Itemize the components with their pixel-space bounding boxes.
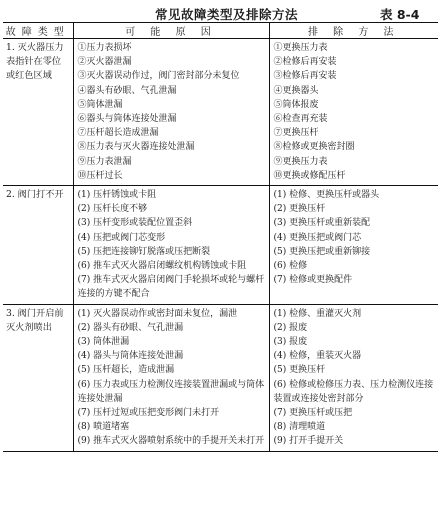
- remedy-item: (4) 更换压把或阀门芯: [273, 232, 362, 243]
- remedies-cell: [269, 304, 438, 451]
- remedy-item: (6) 检修: [273, 261, 308, 272]
- cause-item: (1) 灭火器误动作或密封面未复位，漏泄: [77, 308, 238, 319]
- causes-cell: [73, 39, 269, 186]
- cause-item: ⑧压力表与灭火器连接处泄漏: [77, 142, 195, 153]
- cause-item: ⑦压杆超长造成泄漏: [77, 128, 159, 139]
- cause-item: (7) 压杆过短或压把变形阀门未打开: [77, 408, 220, 419]
- remedy-item: ②检修后再安装: [273, 57, 337, 68]
- remedy-item: (1) 检修、重灌灭火剂: [273, 308, 362, 319]
- remedy-item: (7) 更换压杆或压把: [273, 408, 353, 419]
- cause-item: ⑥器头与筒体连接处泄漏: [77, 114, 177, 125]
- cause-item: (1) 压杆锈蚀或卡阻: [77, 190, 157, 201]
- remedy-item: (8) 清理喷道: [273, 422, 326, 433]
- cause-item: ⑨压力表泄漏: [77, 156, 132, 167]
- remedy-item: ⑤筒体报废: [273, 99, 319, 110]
- remedy-item: (1) 检修、更换压杆或器头: [273, 190, 380, 201]
- remedy-item: (2) 更换压杆: [273, 204, 326, 215]
- cause-item: (9) 推车式灭火器喷射系统中的手提开关未打开: [77, 436, 265, 447]
- remedy-item: ③检修后再安装: [273, 71, 337, 82]
- cause-item: ⑤筒体泄漏: [77, 99, 123, 110]
- table-header-row: [3, 23, 438, 39]
- remedies-cell: [269, 39, 438, 186]
- remedy-item: (9) 打开手提开关: [273, 436, 344, 447]
- cause-item: ③灭火器误动作过，阀门密封部分未复位: [77, 71, 240, 82]
- remedy-item: (6) 检修或检修压力表、压力检测仪连接装置或连接处密封部分: [273, 379, 434, 404]
- fault-table: [3, 22, 438, 452]
- cause-item: (2) 器头有砂眼、气孔泄漏: [77, 322, 184, 333]
- fault-type-cell: 1. 灭火器压力表指针在零位或红色区域: [3, 39, 73, 186]
- remedies-cell: [269, 186, 438, 305]
- table-row: [3, 39, 438, 186]
- cause-item: (6) 压力表或压力检测仪连接装置泄漏或与筒体连接处泄漏: [77, 379, 265, 404]
- table-number: 表 8-4: [380, 7, 420, 22]
- header-fault-type: 故障类型: [3, 23, 73, 39]
- cause-item: (3) 筒体泄漏: [77, 337, 130, 348]
- cause-item: (7) 推车式灭火器启闭阀门手轮损坏或轮与螺杆连接的方键不配合: [77, 275, 265, 300]
- remedy-item: ①更换压力表: [273, 43, 328, 53]
- cause-item: (6) 推车式灭火器启闭螺纹机构锈蚀或卡阻: [77, 261, 247, 272]
- remedy-item: (3) 更换压杆或重新装配: [273, 218, 371, 229]
- remedy-item: ④更换器头: [273, 85, 319, 96]
- remedy-item: ⑨更换压力表: [273, 156, 328, 167]
- remedy-item: (2) 报废: [273, 322, 308, 333]
- fault-type-cell: 3. 阀门开启前灭火剂喷出: [3, 304, 73, 451]
- cause-item: ②灭火器泄漏: [77, 57, 132, 68]
- table-title: 常见故障类型及排除方法: [155, 7, 299, 22]
- fault-type-cell: 2. 阀门打不开: [3, 186, 73, 305]
- cause-item: (2) 压杆长度不够: [77, 204, 148, 215]
- remedy-item: (3) 报废: [273, 337, 308, 348]
- causes-cell: [73, 304, 269, 451]
- remedy-item: ⑧检修或更换密封圈: [273, 142, 355, 153]
- cause-item: (4) 压把或阀门芯变形: [77, 232, 166, 243]
- cause-item: (4) 器头与筒体连接处泄漏: [77, 351, 184, 362]
- remedy-item: (7) 检修或更换配件: [273, 275, 353, 286]
- header-remedies: 排 除 方 法: [269, 23, 438, 39]
- remedy-item: ⑦更换压杆: [273, 128, 319, 139]
- remedy-item: (4) 检修，重装灭火器: [273, 351, 362, 362]
- cause-item: (5) 压杆超长，造成泄漏: [77, 365, 175, 376]
- cause-item: ①压力表损坏: [77, 43, 132, 53]
- cause-item: ④器头有砂眼、气孔泄漏: [77, 85, 177, 96]
- header-causes: 可 能 原 因: [73, 23, 269, 39]
- cause-item: ⑩压杆过长: [77, 170, 123, 181]
- remedy-item: (5) 更换压杆: [273, 365, 326, 376]
- table-row: [3, 186, 438, 305]
- table-row: [3, 304, 438, 451]
- remedy-item: ⑩更换或修配压杆: [273, 170, 346, 181]
- cause-item: (3) 压杆变形或装配位置歪斜: [77, 218, 193, 229]
- causes-cell: [73, 186, 269, 305]
- remedy-item: ⑥检查再充装: [273, 114, 328, 125]
- cause-item: (8) 喷道堵塞: [77, 422, 130, 433]
- remedy-item: (5) 更换压把或重新铆接: [273, 246, 371, 257]
- cause-item: (5) 压把连接铆钉脱落或压把断裂: [77, 246, 211, 257]
